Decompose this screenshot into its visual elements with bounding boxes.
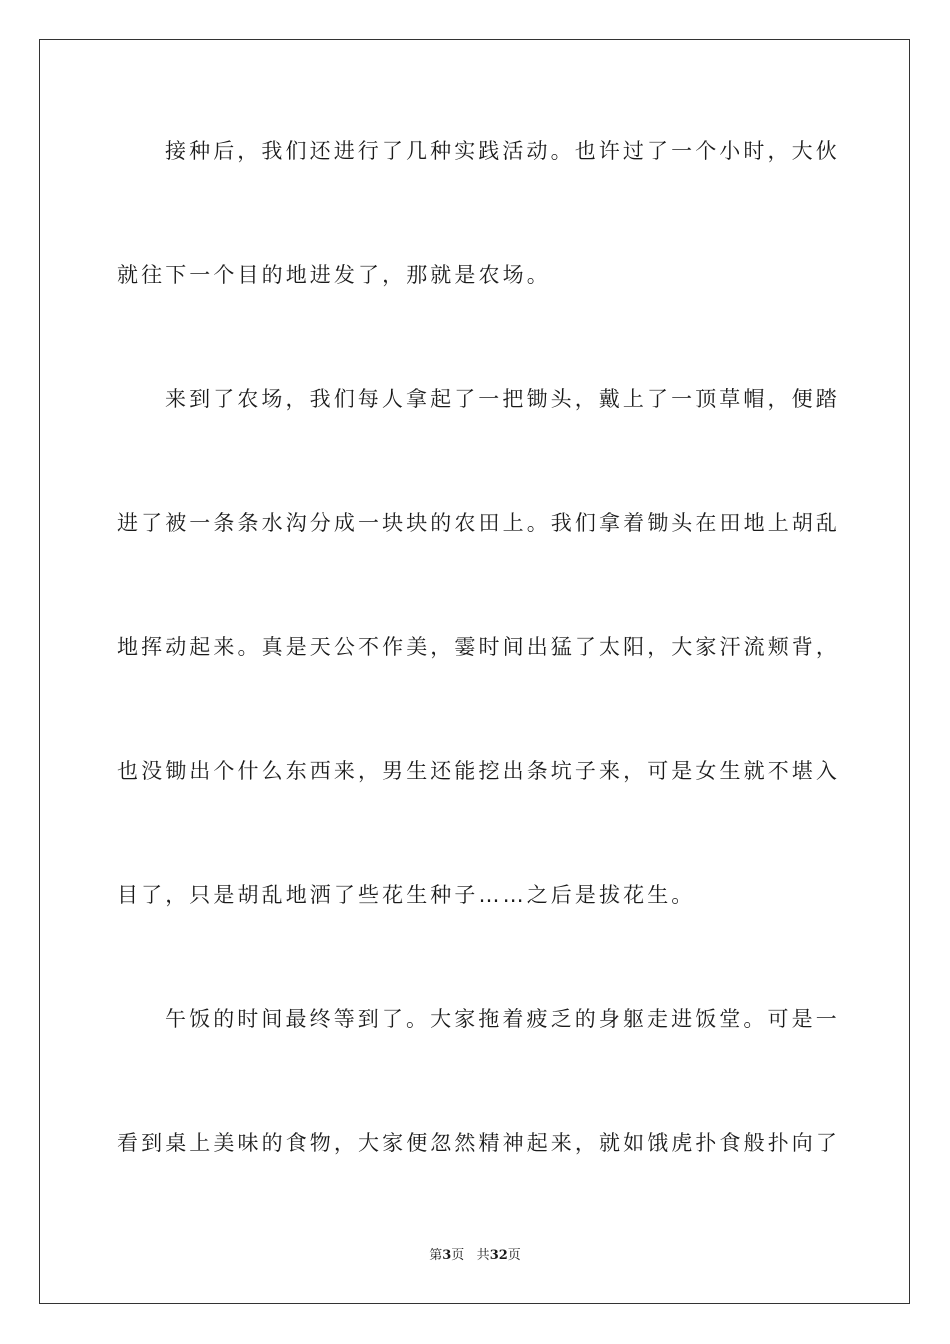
paragraph-2-line-5: 目了，只是胡乱地洒了些花生种子……之后是拔花生。 — [117, 883, 696, 907]
paragraph-3-line-2: 看到桌上美味的食物，大家便忽然精神起来，就如饿虎扑食般扑向了 — [117, 1131, 840, 1155]
paragraph-1-line-1: 接种后，我们还进行了几种实践活动。也许过了一个小时，大伙 — [165, 139, 840, 163]
page-border — [39, 39, 910, 1304]
footer-total-pages: 32 — [489, 1248, 508, 1263]
footer-total-suffix: 页 — [507, 1248, 521, 1263]
paragraph-2-line-4: 也没锄出个什么东西来，男生还能挖出条坑子来，可是女生就不堪入 — [117, 759, 840, 783]
footer-page-suffix: 页 — [451, 1248, 465, 1263]
footer-current-page: 3 — [442, 1248, 452, 1263]
paragraph-2-line-1: 来到了农场，我们每人拿起了一把锄头，戴上了一顶草帽，便踏 — [165, 387, 840, 411]
footer-page-prefix: 第 — [429, 1248, 443, 1263]
footer-total-prefix: 共 — [476, 1248, 490, 1263]
paragraph-2-line-2: 进了被一条条水沟分成一块块的农田上。我们拿着锄头在田地上胡乱 — [117, 511, 840, 535]
paragraph-1-line-2: 就往下一个目的地进发了，那就是农场。 — [117, 263, 551, 287]
page-footer — [0, 1248, 950, 1264]
paragraph-2-line-3: 地挥动起来。真是天公不作美，霎时间出猛了太阳，大家汗流颊背， — [117, 635, 840, 659]
paragraph-3-line-1: 午饭的时间最终等到了。大家拖着疲乏的身躯走进饭堂。可是一 — [165, 1007, 840, 1031]
